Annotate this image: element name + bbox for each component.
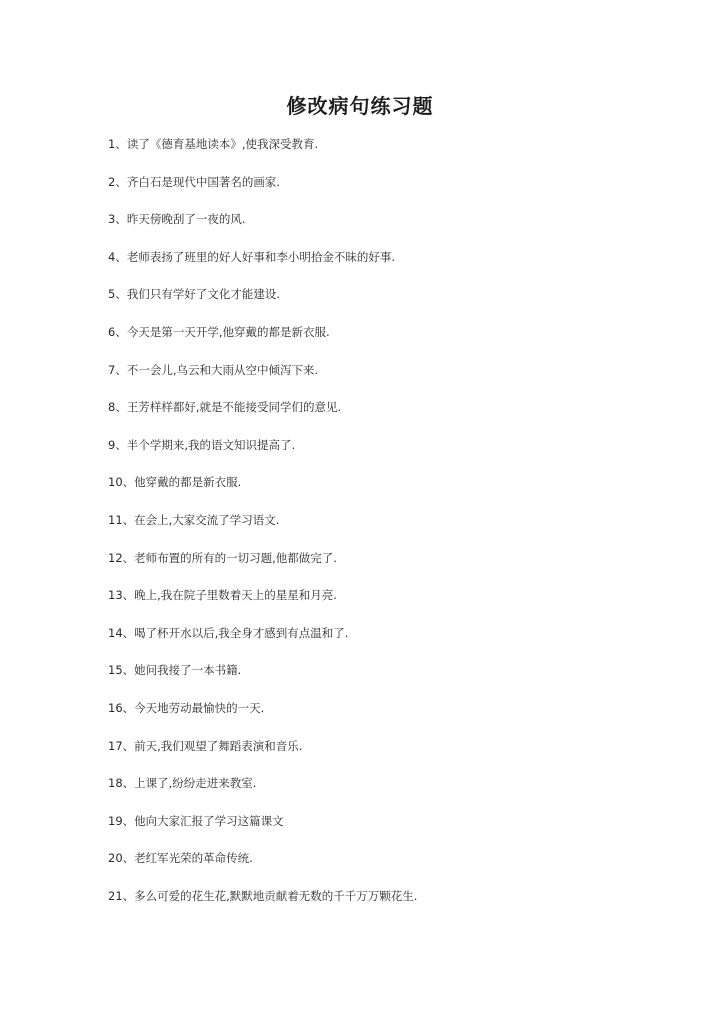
list-item [108,471,668,509]
question-number: 9 [108,437,116,452]
list-item [108,208,668,246]
question-text: 老师布置的所有的一切习题,他都做完了. [134,550,337,565]
question-separator: 、 [115,324,127,339]
question-number: 13 [108,588,123,603]
question-separator: 、 [122,663,135,678]
question-number: 3 [108,212,116,227]
list-item [108,434,668,472]
question-separator: 、 [115,249,127,264]
question-number: 5 [108,287,116,302]
question-text: 他向大家汇报了学习这篇课文 [134,813,284,828]
list-item [108,697,668,735]
question-text: 齐白石是现代中国著名的画家. [126,174,280,189]
question-text: 她问我接了一本书籍. [134,663,242,678]
question-text: 读了《德育基地读本》,使我深受教育. [126,137,319,151]
question-number: 19 [108,813,123,828]
question-number: 17 [108,738,123,753]
question-separator: 、 [122,588,135,603]
question-number: 14 [108,625,123,640]
question-separator: 、 [122,851,135,866]
question-number: 11 [108,512,123,527]
question-number: 7 [108,362,116,377]
question-text: 上课了,纷纷走进来教室. [134,776,257,791]
list-item [108,772,668,810]
question-number: 2 [108,174,116,189]
list-item [108,396,668,434]
question-number: 20 [108,851,123,866]
question-separator: 、 [115,137,127,151]
question-text: 我们只有学好了文化才能建设. [126,287,280,302]
question-text: 老红军光荣的革命传统. [134,851,253,866]
question-text: 喝了杯开水以后,我全身才感到有点温和了. [134,625,349,640]
question-text: 他穿戴的都是新衣服. [134,475,242,490]
list-item [108,171,668,209]
question-separator: 、 [115,174,127,189]
list-item [108,246,668,284]
list-item [108,735,668,773]
question-number: 18 [108,776,123,791]
question-separator: 、 [122,700,135,715]
list-item [108,509,668,547]
question-number: 21 [108,888,123,903]
question-text: 半个学期来,我的语文知识提高了. [126,437,296,452]
question-separator: 、 [115,437,127,452]
question-separator: 、 [122,888,135,903]
list-item [108,584,668,622]
question-separator: 、 [122,550,135,565]
question-separator: 、 [122,738,135,753]
list-item [108,622,668,660]
question-number: 16 [108,700,123,715]
list-item [108,283,668,321]
question-number: 1 [108,137,116,151]
list-item [108,885,668,923]
question-text: 晚上,我在院子里数着天上的星星和月亮. [134,588,337,603]
question-separator: 、 [115,362,127,377]
list-item [108,659,668,697]
question-list [108,133,668,922]
question-separator: 、 [122,625,135,640]
question-text: 今天是第一天开学,他穿戴的都是新衣服. [126,324,330,339]
question-text: 前天,我们观望了舞蹈表演和音乐. [134,738,303,753]
question-separator: 、 [122,475,135,490]
question-number: 12 [108,550,123,565]
question-number: 8 [108,400,116,415]
question-text: 今天地劳动最愉快的一天. [134,700,265,715]
list-item [108,133,668,171]
page-title: 修改病句练习题 [286,94,434,118]
question-text: 昨天傍晚刮了一夜的风. [126,212,246,227]
question-separator: 、 [122,512,135,527]
list-item [108,359,668,397]
question-number: 6 [108,324,116,339]
question-number: 15 [108,663,123,678]
question-text: 老师表扬了班里的好人好事和李小明拾金不昧的好事. [126,249,395,264]
question-text: 王芳样样都好,就是不能接受同学们的意见. [126,400,342,415]
list-item [108,321,668,359]
question-text: 不一会儿,乌云和大雨从空中倾泻下来. [126,362,319,377]
question-separator: 、 [115,400,127,415]
question-text: 多么可爱的花生花,默默地贡献着无数的千千万万颗花生. [134,888,418,903]
question-separator: 、 [122,813,135,828]
question-text: 在会上,大家交流了学习语文. [134,512,280,527]
question-separator: 、 [122,776,135,791]
list-item [108,547,668,585]
question-separator: 、 [115,287,127,302]
list-item [108,847,668,885]
question-separator: 、 [115,212,127,227]
question-number: 10 [108,475,123,490]
list-item [108,810,668,848]
question-number: 4 [108,249,116,264]
